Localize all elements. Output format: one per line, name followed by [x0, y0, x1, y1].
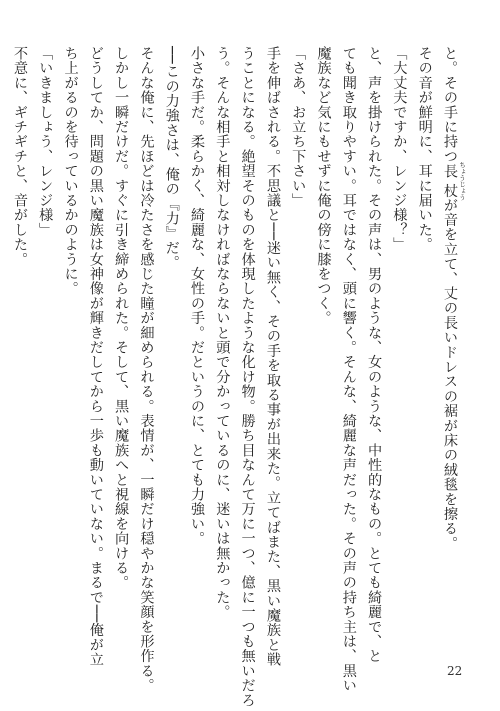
text-line: 「さあ、お立ち下さい」 [290, 46, 307, 208]
ruby-reading: ちょうじょう [458, 161, 466, 201]
text-segment: が音を立て、丈の長いドレスの裾が床の絨毯を擦る。 [442, 197, 458, 551]
text-line: 魔族など気にもせずに俺の傍に膝をつく。 [315, 46, 332, 326]
text-line: しかし一瞬だけだ。すぐに引き締められた。そして、黒い魔族へと視線を向ける。 [113, 46, 130, 590]
page-number: 22 [447, 664, 463, 678]
text-line: どうしてか、問題の黒い魔族は女神像が輝きだしてから一歩も動いていない。まるで──俺が立 [87, 46, 104, 667]
text-line: その音が鮮明に、耳に届いた。 [416, 46, 433, 252]
text-line: ち上がるのを待っているかのように。 [62, 46, 79, 296]
text-line: と、声を掛けられた。その声は、男のような、女のような、中性的なもの。とても綺麗で、と [366, 46, 383, 664]
text-line: そんな俺に、先ほどは冷たさを感じた瞳が細められる。表情が、一瞬だけ穏やかな笑顔を形作る。 [138, 46, 155, 693]
text-line: うことになる。絶望そのものを体現したような化け物。勝ち目なんて万に一つ、億に一つも無いだろ [239, 46, 256, 708]
ruby-word [442, 161, 466, 201]
text-line: 「いきましょう、レンジ様」 [37, 46, 54, 238]
ruby-base: 長杖 [442, 161, 458, 201]
text-line [437, 46, 466, 641]
text-segment: と。その手に持つ [442, 46, 458, 164]
text-line: 「大丈夫ですか、レンジ様？」 [391, 46, 408, 252]
text-line: ても聞き取りやすい。耳ではなく、頭に響く。そんな、綺麗な声だった。その声の持ち主は、黒い [340, 46, 357, 693]
text-line: 手を伸ばされる。不思議と──迷い無く、その手を取る事が出来た。立てばまた、黒い魔族と戦 [264, 46, 281, 667]
text-line: ──この力強さは、俺の『力』だ。 [163, 46, 180, 270]
text-line: 小さな手だ。柔らかく、綺麗な、女性の手。だというのに、とても力強い。 [189, 46, 206, 546]
text-line: 不意に、ギチギチと、音がした。 [11, 46, 28, 267]
text-line: う。そんな相手と相対しなければならないと頭で分かっているのに、迷いは無かった。 [214, 46, 231, 620]
